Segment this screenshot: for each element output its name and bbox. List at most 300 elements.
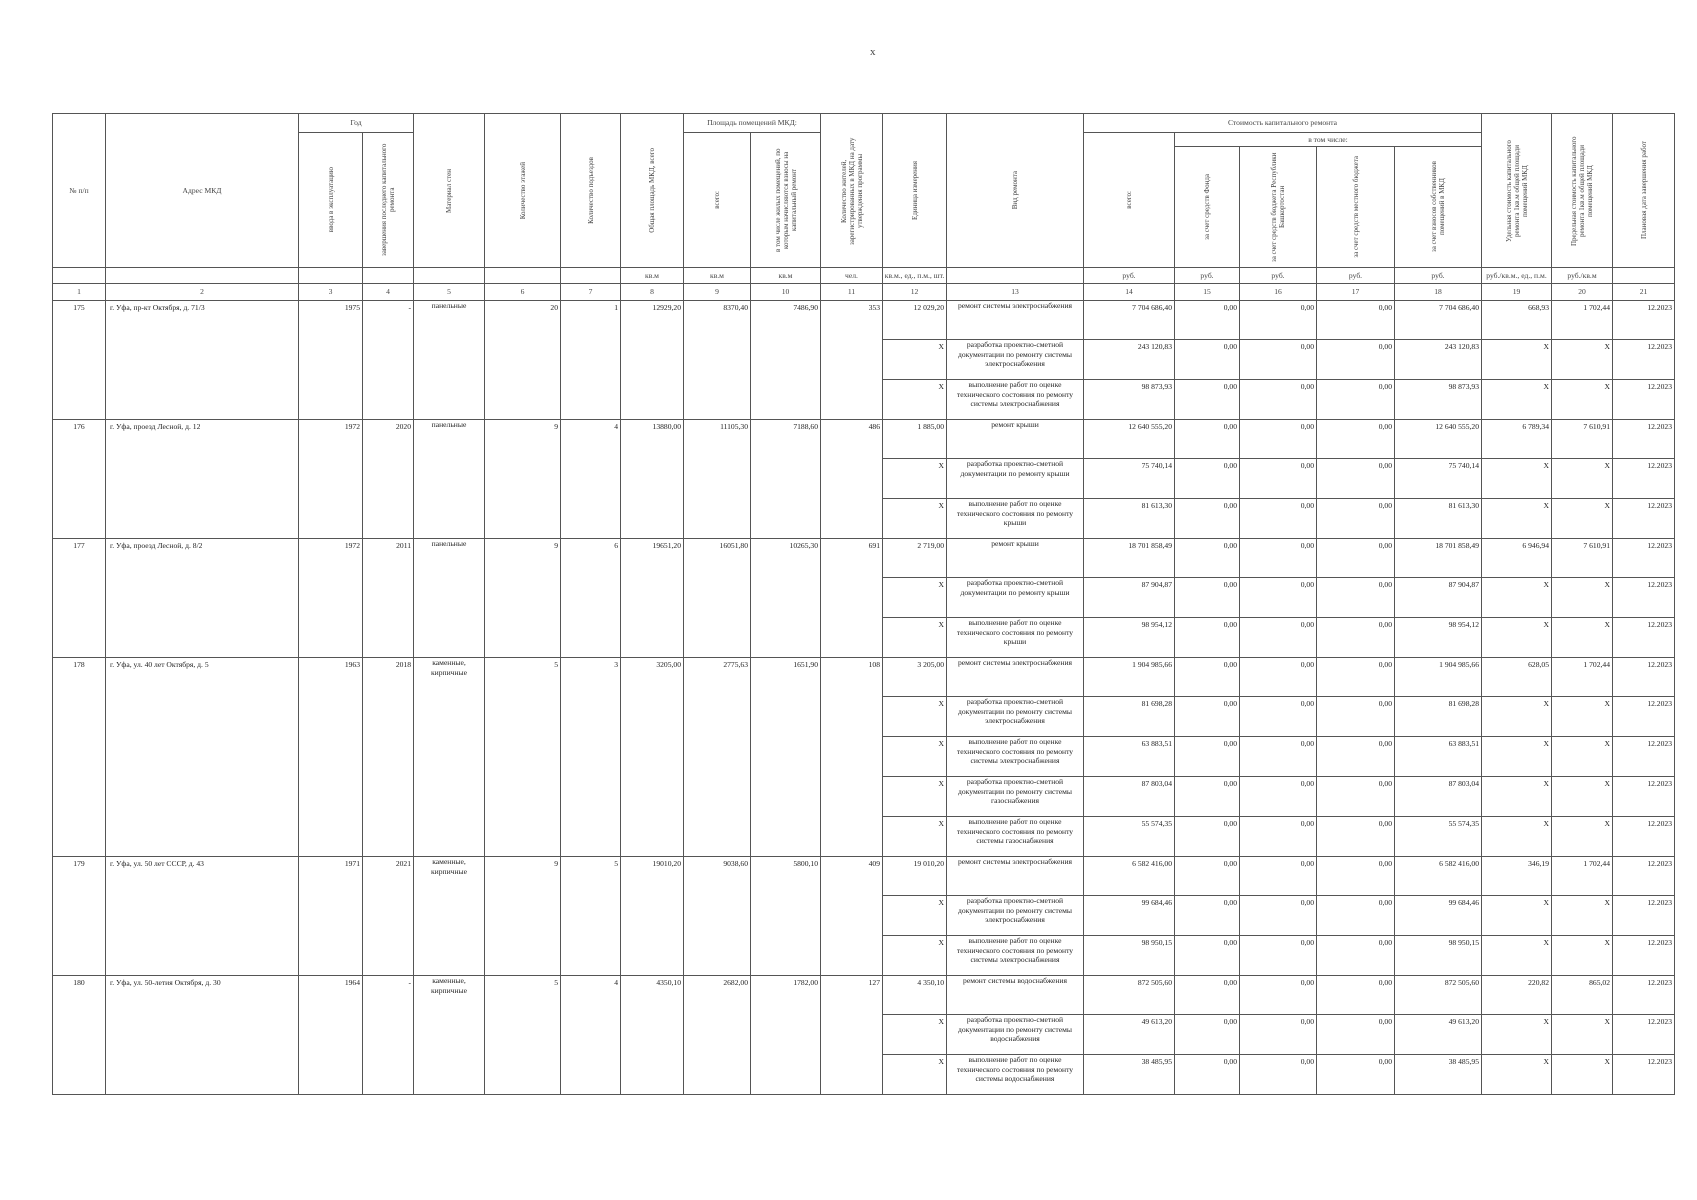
cost-republic: 0,00 [1240,1015,1317,1055]
max-cost: 1 702,44 [1552,857,1613,896]
area-all: 11105,30 [684,420,751,539]
area-residential: 5800,10 [751,857,821,976]
residents-count: 486 [821,420,883,539]
work-type: выполнение работ по оценке технического состояния по ремонту системы электроснабжения [947,936,1084,976]
specific-cost: 220,82 [1482,976,1552,1015]
header-year-last-repair: завершения последнего капитального ремонта [380,143,396,257]
header-cost-group: Стоимость капитального ремонта [1084,114,1482,133]
unit-measure-value: 12 029,20 [883,301,947,340]
planned-date: 12.2023 [1613,420,1675,459]
planned-date: 12.2023 [1613,459,1675,499]
cost-fund: 0,00 [1175,936,1240,976]
specific-cost: X [1482,380,1552,420]
cost-fund: 0,00 [1175,380,1240,420]
cost-owners: 81 613,30 [1395,499,1482,539]
header-residents: Количество жителей, зарегистрированных в МКД на дату утверждения программы [839,136,864,245]
header-planned-date: Плановая дата завершения работ [1639,141,1648,240]
cost-total: 87 904,87 [1084,578,1175,618]
cost-fund: 0,00 [1175,777,1240,817]
cost-local: 0,00 [1317,1055,1395,1095]
unit-measure-value: X [883,896,947,936]
cost-republic: 0,00 [1240,618,1317,658]
residents-count: 691 [821,539,883,658]
cost-republic: 0,00 [1240,896,1317,936]
specific-cost: X [1482,499,1552,539]
col-number: 10 [751,284,821,301]
building-row [53,301,1675,340]
max-cost: X [1552,697,1613,737]
unit-measure-value: X [883,459,947,499]
cost-local: 0,00 [1317,420,1395,459]
cost-local: 0,00 [1317,737,1395,777]
planned-date: 12.2023 [1613,777,1675,817]
work-type: разработка проектно-сметной документации по ремонту крыши [947,459,1084,499]
work-type: разработка проектно-сметной документации по ремонту системы электроснабжения [947,340,1084,380]
total-area: 19651,20 [621,539,684,658]
header-including: в том числе: [1175,133,1482,147]
cost-fund: 0,00 [1175,578,1240,618]
header-year-commission: ввода в эксплуатацию [326,167,335,233]
floors-count: 5 [485,658,561,857]
unit-measure-value: X [883,737,947,777]
building-row [53,658,1675,697]
building-row [53,420,1675,459]
max-cost: 1 702,44 [1552,658,1613,697]
cost-owners: 18 701 858,49 [1395,539,1482,578]
cost-local: 0,00 [1317,459,1395,499]
specific-cost: X [1482,817,1552,857]
specific-cost: 346,19 [1482,857,1552,896]
col-number: 5 [414,284,485,301]
cost-republic: 0,00 [1240,777,1317,817]
max-cost: 1 702,44 [1552,301,1613,340]
work-type: ремонт крыши [947,539,1084,578]
max-cost: 7 610,91 [1552,539,1613,578]
header-address: Адрес МКД [106,114,299,268]
unit-measure-value: 1 885,00 [883,420,947,459]
cost-fund: 0,00 [1175,658,1240,697]
wall-material: каменные, кирпичные [414,976,485,1095]
cost-local: 0,00 [1317,896,1395,936]
row-number: 177 [53,539,106,658]
cost-fund: 0,00 [1175,737,1240,777]
planned-date: 12.2023 [1613,697,1675,737]
cost-total: 49 613,20 [1084,1015,1175,1055]
work-type: ремонт системы электроснабжения [947,658,1084,697]
work-type: разработка проектно-сметной документации по ремонту крыши [947,578,1084,618]
cost-owners: 81 698,28 [1395,697,1482,737]
work-type: выполнение работ по оценке технического состояния по ремонту крыши [947,499,1084,539]
cost-owners: 75 740,14 [1395,459,1482,499]
area-residential: 7486,90 [751,301,821,420]
cost-owners: 63 883,51 [1395,737,1482,777]
cost-owners: 49 613,20 [1395,1015,1482,1055]
cost-republic: 0,00 [1240,420,1317,459]
col-number: 1 [53,284,106,301]
header-area-residential: в том числе жилых помещений, по которым начисляются взносы на капитальный ремонт [773,148,798,252]
specific-cost: X [1482,578,1552,618]
specific-cost: 668,93 [1482,301,1552,340]
building-row [53,976,1675,1015]
unit-measure-value: X [883,340,947,380]
max-cost: X [1552,380,1613,420]
cost-republic: 0,00 [1240,380,1317,420]
area-all: 9038,60 [684,857,751,976]
cost-local: 0,00 [1317,936,1395,976]
cost-local: 0,00 [1317,380,1395,420]
col-number: 11 [821,284,883,301]
cost-total: 1 904 985,66 [1084,658,1175,697]
total-area: 12929,20 [621,301,684,420]
work-type: выполнение работ по оценке технического состояния по ремонту системы водоснабжения [947,1055,1084,1095]
cost-owners: 99 684,46 [1395,896,1482,936]
cost-local: 0,00 [1317,817,1395,857]
unit-measure-value: X [883,578,947,618]
area-all: 8370,40 [684,301,751,420]
unit-measure-value: X [883,380,947,420]
planned-date: 12.2023 [1613,896,1675,936]
cost-local: 0,00 [1317,697,1395,737]
header-floors: Количество этажей [518,161,527,220]
cost-local: 0,00 [1317,658,1395,697]
cost-fund: 0,00 [1175,896,1240,936]
cost-fund: 0,00 [1175,301,1240,340]
cost-republic: 0,00 [1240,539,1317,578]
header-cost-total: всего: [1125,191,1133,209]
header-cost-local: за счет средств местного бюджета [1351,156,1360,258]
specific-cost: X [1482,459,1552,499]
year-commission: 1975 [299,301,363,420]
total-area: 4350,10 [621,976,684,1095]
cost-owners: 12 640 555,20 [1395,420,1482,459]
specific-cost: 628,05 [1482,658,1552,697]
row-number: 175 [53,301,106,420]
entrances-count: 1 [561,301,621,420]
work-type: разработка проектно-сметной документации по ремонту системы электроснабжения [947,896,1084,936]
entrances-count: 5 [561,857,621,976]
wall-material: каменные, кирпичные [414,857,485,976]
repair-register-table [52,113,1675,1095]
col-number: 7 [561,284,621,301]
planned-date: 12.2023 [1613,301,1675,340]
planned-date: 12.2023 [1613,380,1675,420]
table-body [53,301,1675,1095]
max-cost: X [1552,817,1613,857]
header-cost-republic: за счет средств бюджета Республики Башкортостан [1270,152,1286,262]
cost-republic: 0,00 [1240,936,1317,976]
year-commission: 1971 [299,857,363,976]
cost-total: 63 883,51 [1084,737,1175,777]
specific-cost: X [1482,1055,1552,1095]
cost-republic: 0,00 [1240,697,1317,737]
cost-local: 0,00 [1317,340,1395,380]
building-address: г. Уфа, проезд Лесной, д. 12 [106,420,299,539]
planned-date: 12.2023 [1613,1015,1675,1055]
building-address: г. Уфа, пр-кт Октября, д. 71/3 [106,301,299,420]
unit-measure-value: X [883,1055,947,1095]
cost-local: 0,00 [1317,857,1395,896]
entrances-count: 3 [561,658,621,857]
cost-republic: 0,00 [1240,578,1317,618]
planned-date: 12.2023 [1613,857,1675,896]
unit-measure-value: X [883,499,947,539]
cost-local: 0,00 [1317,618,1395,658]
cost-republic: 0,00 [1240,340,1317,380]
page-mark: x [870,46,876,58]
cost-total: 75 740,14 [1084,459,1175,499]
cost-republic: 0,00 [1240,1055,1317,1095]
cost-republic: 0,00 [1240,976,1317,1015]
header-total-area: Общая площадь МКД, всего [648,148,656,233]
cost-total: 81 613,30 [1084,499,1175,539]
cost-total: 81 698,28 [1084,697,1175,737]
specific-cost: X [1482,936,1552,976]
work-type: выполнение работ по оценке технического состояния по ремонту крыши [947,618,1084,658]
unit-area-total: кв.м [621,268,684,284]
unit-specific: руб./кв.м., ед., п.м. [1482,268,1552,284]
cost-fund: 0,00 [1175,420,1240,459]
cost-total: 243 120,83 [1084,340,1175,380]
wall-material: панельные [414,301,485,420]
cost-total: 98 950,15 [1084,936,1175,976]
area-residential: 1651,90 [751,658,821,857]
planned-date: 12.2023 [1613,578,1675,618]
unit-measure-value: 2 719,00 [883,539,947,578]
cost-fund: 0,00 [1175,459,1240,499]
unit-measure-value: X [883,777,947,817]
col-number: 15 [1175,284,1240,301]
building-address: г. Уфа, проезд Лесной, д. 8/2 [106,539,299,658]
year-commission: 1972 [299,539,363,658]
wall-material: панельные [414,420,485,539]
cost-republic: 0,00 [1240,459,1317,499]
unit-rub-total: руб. [1084,268,1175,284]
header-num: № п/п [53,114,106,268]
building-address: г. Уфа, ул. 50-летия Октября, д. 30 [106,976,299,1095]
floors-count: 9 [485,420,561,539]
floors-count: 9 [485,539,561,658]
year-last-repair: 2018 [363,658,414,857]
col-number: 9 [684,284,751,301]
work-type: выполнение работ по оценке технического состояния по ремонту системы электроснабжения [947,380,1084,420]
cost-local: 0,00 [1317,539,1395,578]
area-all: 2682,00 [684,976,751,1095]
floors-count: 9 [485,857,561,976]
col-number: 14 [1084,284,1175,301]
table-header [53,114,1675,301]
cost-fund: 0,00 [1175,976,1240,1015]
specific-cost: X [1482,618,1552,658]
unit-measure-value: 19 010,20 [883,857,947,896]
unit-measure-value: X [883,1015,947,1055]
units-row [53,268,1675,284]
entrances-count: 4 [561,976,621,1095]
col-number: 17 [1317,284,1395,301]
work-type: ремонт системы электроснабжения [947,301,1084,340]
header-cost-fund: за счет средств Фонда [1203,174,1211,240]
building-row [53,857,1675,896]
residents-count: 108 [821,658,883,857]
cost-total: 98 954,12 [1084,618,1175,658]
max-cost: X [1552,578,1613,618]
cost-owners: 243 120,83 [1395,340,1482,380]
col-number: 21 [1613,284,1675,301]
max-cost: X [1552,499,1613,539]
unit-measure-value: X [883,817,947,857]
cost-total: 99 684,46 [1084,896,1175,936]
cost-total: 18 701 858,49 [1084,539,1175,578]
specific-cost: X [1482,1015,1552,1055]
header-area-all: всего: [713,191,721,209]
header-year-group: Год [299,114,414,133]
col-number: 8 [621,284,684,301]
max-cost: X [1552,737,1613,777]
year-last-repair: 2011 [363,539,414,658]
area-residential: 1782,00 [751,976,821,1095]
cost-total: 12 640 555,20 [1084,420,1175,459]
header-specific-cost: Удельная стоимость капитального ремонта 1кв.м общей площади помещений МКД [1504,139,1529,242]
cost-owners: 87 803,04 [1395,777,1482,817]
cost-republic: 0,00 [1240,658,1317,697]
max-cost: X [1552,618,1613,658]
building-address: г. Уфа, ул. 40 лет Октября, д. 5 [106,658,299,857]
work-type: разработка проектно-сметной документации по ремонту системы газоснабжения [947,777,1084,817]
col-number: 6 [485,284,561,301]
cost-owners: 38 485,95 [1395,1055,1482,1095]
cost-owners: 98 954,12 [1395,618,1482,658]
work-type: ремонт системы водоснабжения [947,976,1084,1015]
cost-local: 0,00 [1317,976,1395,1015]
column-number-row [53,284,1675,301]
area-all: 2775,63 [684,658,751,857]
header-work-type: Вид ремонта [1011,171,1019,210]
unit-area-res: кв.м [751,268,821,284]
col-number: 3 [299,284,363,301]
col-number: 2 [106,284,299,301]
row-number: 180 [53,976,106,1095]
unit-measure-value: X [883,936,947,976]
cost-owners: 87 904,87 [1395,578,1482,618]
building-row [53,539,1675,578]
area-all: 16051,80 [684,539,751,658]
cost-owners: 98 950,15 [1395,936,1482,976]
cost-republic: 0,00 [1240,857,1317,896]
cost-owners: 1 904 985,66 [1395,658,1482,697]
planned-date: 12.2023 [1613,340,1675,380]
total-area: 3205,00 [621,658,684,857]
cost-total: 98 873,93 [1084,380,1175,420]
cost-total: 55 574,35 [1084,817,1175,857]
planned-date: 12.2023 [1613,539,1675,578]
cost-local: 0,00 [1317,301,1395,340]
cost-republic: 0,00 [1240,817,1317,857]
unit-measure-value: 3 205,00 [883,658,947,697]
planned-date: 12.2023 [1613,618,1675,658]
max-cost: X [1552,340,1613,380]
specific-cost: X [1482,697,1552,737]
work-type: разработка проектно-сметной документации по ремонту системы водоснабжения [947,1015,1084,1055]
unit-people: чел. [821,268,883,284]
year-last-repair: - [363,976,414,1095]
max-cost: X [1552,1015,1613,1055]
entrances-count: 4 [561,420,621,539]
cost-total: 7 704 686,40 [1084,301,1175,340]
wall-material: панельные [414,539,485,658]
cost-fund: 0,00 [1175,857,1240,896]
residents-count: 127 [821,976,883,1095]
max-cost: X [1552,936,1613,976]
cost-total: 872 505,60 [1084,976,1175,1015]
cost-fund: 0,00 [1175,817,1240,857]
col-number: 18 [1395,284,1482,301]
year-last-repair: 2020 [363,420,414,539]
cost-fund: 0,00 [1175,539,1240,578]
cost-fund: 0,00 [1175,1055,1240,1095]
entrances-count: 6 [561,539,621,658]
row-number: 178 [53,658,106,857]
specific-cost: X [1482,737,1552,777]
cost-local: 0,00 [1317,777,1395,817]
planned-date: 12.2023 [1613,658,1675,697]
unit-measure-value: X [883,697,947,737]
unit-rub-fund: руб. [1175,268,1240,284]
work-type: выполнение работ по оценке технического состояния по ремонту системы электроснабжения [947,737,1084,777]
cost-fund: 0,00 [1175,618,1240,658]
max-cost: X [1552,1055,1613,1095]
planned-date: 12.2023 [1613,499,1675,539]
header-max-cost: Предельная стоимость капитального ремонта 1кв.м общей площади помещений МКД [1570,135,1594,246]
cost-owners: 98 873,93 [1395,380,1482,420]
cost-republic: 0,00 [1240,499,1317,539]
unit-rub-owners: руб. [1395,268,1482,284]
wall-material: каменные, кирпичные [414,658,485,857]
building-address: г. Уфа, ул. 50 лет СССР, д. 43 [106,857,299,976]
planned-date: 12.2023 [1613,936,1675,976]
residents-count: 409 [821,857,883,976]
col-number: 4 [363,284,414,301]
planned-date: 12.2023 [1613,976,1675,1015]
specific-cost: X [1482,777,1552,817]
specific-cost: X [1482,896,1552,936]
col-number: 12 [883,284,947,301]
max-cost: X [1552,777,1613,817]
floors-count: 20 [485,301,561,420]
work-type: ремонт системы электроснабжения [947,857,1084,896]
col-number: 13 [947,284,1084,301]
cost-total: 87 803,04 [1084,777,1175,817]
cost-local: 0,00 [1317,578,1395,618]
unit-rub-republic: руб. [1240,268,1317,284]
unit-rub-local: руб. [1317,268,1395,284]
row-number: 179 [53,857,106,976]
year-commission: 1963 [299,658,363,857]
cost-owners: 6 582 416,00 [1395,857,1482,896]
residents-count: 353 [821,301,883,420]
cost-local: 0,00 [1317,1015,1395,1055]
planned-date: 12.2023 [1613,1055,1675,1095]
unit-measure-value: 4 350,10 [883,976,947,1015]
max-cost: 7 610,91 [1552,420,1613,459]
year-last-repair: 2021 [363,857,414,976]
specific-cost: 6 789,34 [1482,420,1552,459]
total-area: 19010,20 [621,857,684,976]
unit-measure: кв.м., ед., п.м., шт. [883,268,947,284]
max-cost: X [1552,459,1613,499]
col-number: 16 [1240,284,1317,301]
cost-total: 6 582 416,00 [1084,857,1175,896]
cost-fund: 0,00 [1175,697,1240,737]
col-number: 19 [1482,284,1552,301]
